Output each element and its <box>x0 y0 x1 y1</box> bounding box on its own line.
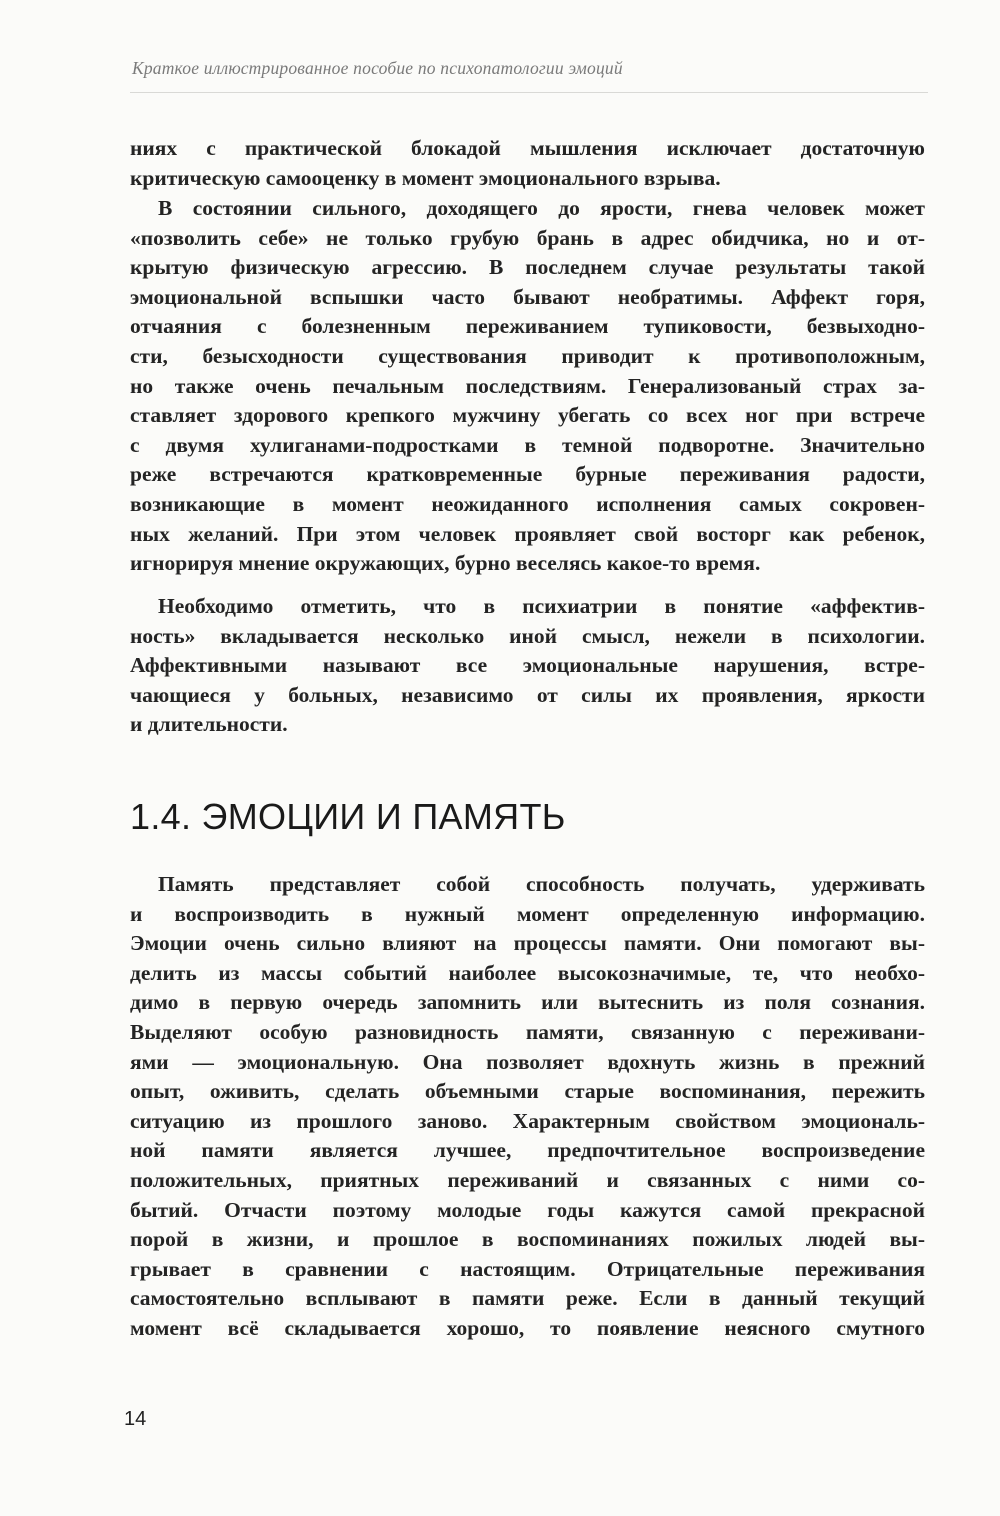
text-line: димо в первую очередь запомнить или вытеснить из поля сознания. <box>130 990 925 1015</box>
text-line: В состоянии сильного, доходящего до ярости, гнева человек может <box>158 196 925 220</box>
text-line: Выделяют особую разновидность памяти, связанную с переживани- <box>130 1019 925 1044</box>
paragraph <box>130 134 925 193</box>
text-line: «позволить себе» не только грубую брань в адрес обидчика, но и от- <box>130 225 925 250</box>
page-number: 14 <box>124 1408 147 1430</box>
section-heading: 1.4. ЭМОЦИИ И ПАМЯТЬ <box>130 796 566 837</box>
text-line: с двумя хулиганами-подростками в темной подворотне. Значительно <box>130 432 925 457</box>
text-line: самостоятельно всплывают в памяти реже. Если в данный текущий <box>130 1286 925 1311</box>
text-line: Необходимо отметить, что в психиатрии в понятие «аффектив- <box>158 594 925 618</box>
text-line: но также очень печальным последствиям. Генерализованый страх за- <box>130 373 925 398</box>
text-line: крытую физическую агрессию. В последнем случае результаты такой <box>130 255 925 280</box>
text-line: игнорируя мнение окружающих, бурно веселясь какое-то время. <box>130 551 761 576</box>
text-line: сти, безысходности существования приводит к противоположным, <box>130 343 925 368</box>
text-line: ями — эмоциональную. Она позволяет вдохнуть жизнь в прежний <box>130 1049 925 1074</box>
text-line: опыт, оживить, сделать объемными старые воспоминания, пережить <box>130 1079 925 1104</box>
text-line: ных желаний. При этом человек проявляет свой восторг как ребенок, <box>130 521 925 546</box>
text-line: положительных, приятных переживаний и связанных с ними со- <box>130 1167 925 1192</box>
text-line: реже встречаются кратковременные бурные переживания радости, <box>130 462 925 487</box>
text-line: ниях с практической блокадой мышления исключает достаточную <box>130 136 925 160</box>
text-line: и длительности. <box>130 712 288 737</box>
text-line: бытий. Отчасти поэтому молодые годы кажутся самой прекрасной <box>130 1197 925 1222</box>
paragraph <box>130 870 925 1344</box>
text-line: чающиеся у больных, независимо от силы их проявления, яркости <box>130 682 925 707</box>
text-line: возникающие в момент неожиданного исполнения самых сокровен- <box>130 491 925 516</box>
text-line: Память представляет собой способность получать, удерживать <box>158 872 925 896</box>
text-line: ность» вкладывается несколько иной смысл, нежели в психологии. <box>130 623 925 648</box>
text-line: грывает в сравнении с настоящим. Отрицательные переживания <box>130 1256 925 1281</box>
paragraph <box>130 194 925 579</box>
text-line: Эмоции очень сильно влияют на процессы памяти. Они помогают вы- <box>130 931 925 956</box>
text-line: ной памяти является лучшее, предпочтительное воспроизведение <box>130 1138 925 1163</box>
text-line: эмоциональной вспышки часто бывают необратимы. Аффект горя, <box>130 284 925 309</box>
paragraph <box>130 592 925 740</box>
text-line: ситуацию из прошлого заново. Характерным свойством эмоциональ- <box>130 1108 925 1133</box>
text-line: отчаяния с болезненным переживанием тупиковости, безвыходно- <box>130 314 925 339</box>
text-line: делить из массы событий наиболее высокозначимые, те, что необхо- <box>130 960 925 985</box>
running-header: Краткое иллюстрированное пособие по психопатологии эмоций <box>132 58 623 78</box>
text-line: критическую самооценку в момент эмоционального взрыва. <box>130 165 721 190</box>
paragraph-continuation <box>130 134 925 193</box>
header-divider <box>130 92 928 93</box>
text-line: ставляет здорового крепкого мужчину убегать со всех ног при встрече <box>130 403 925 428</box>
text-line: и воспроизводить в нужный момент определенную информацию. <box>130 901 925 926</box>
paragraph-anger-affect <box>130 194 925 579</box>
text-line: порой в жизни, и прошлое в воспоминаниях пожилых людей вы- <box>130 1227 925 1252</box>
paragraph-affectivity <box>130 592 925 740</box>
paragraph-memory <box>130 870 925 1344</box>
text-line: Аффективными называют все эмоциональные нарушения, встре- <box>130 653 925 678</box>
text-line: момент всё складывается хорошо, то появление неясного смутного <box>130 1315 925 1340</box>
